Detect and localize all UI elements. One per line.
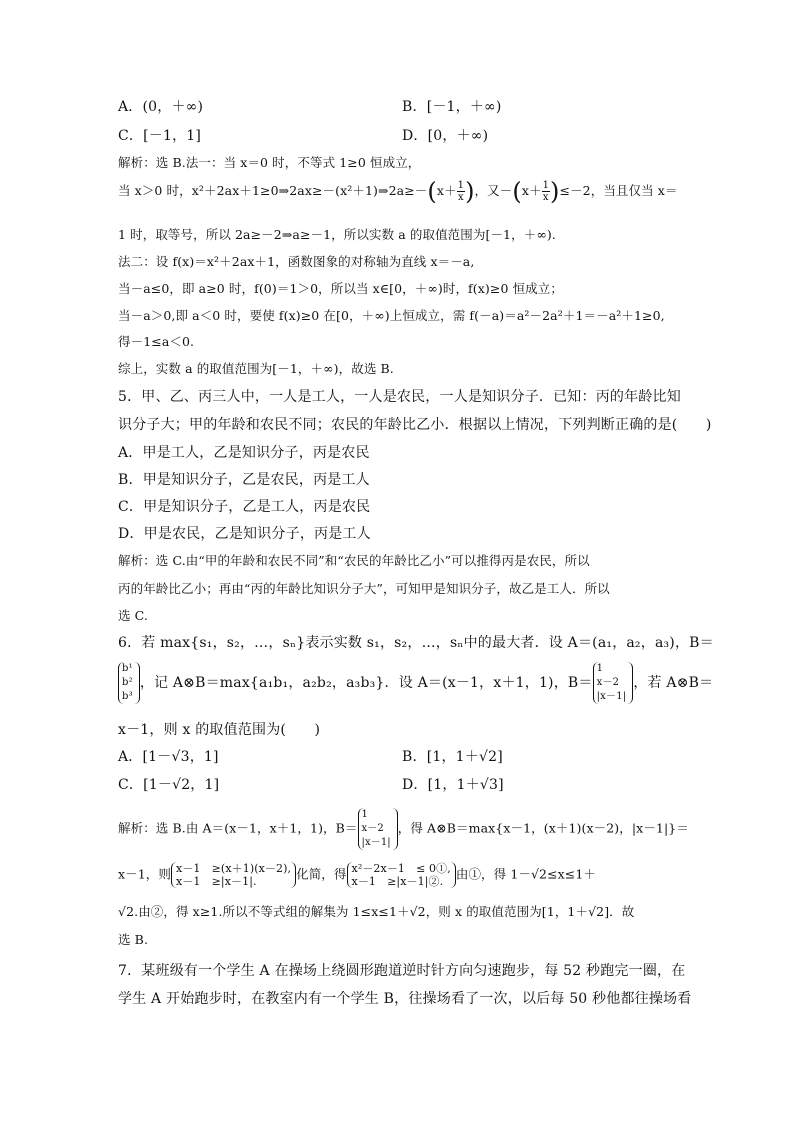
vector-x [358, 808, 398, 850]
q6-option-c: C．[1－√2，1] [118, 777, 220, 793]
q6-solution-line [118, 862, 596, 888]
system-body [347, 862, 451, 888]
paren: ( [427, 177, 437, 206]
vector-entry: b¹ [122, 663, 133, 674]
fraction-numerator: 1 [542, 180, 550, 191]
q4-solution-text: ，又－ [474, 183, 513, 198]
q6-solution-text: x－1，则 [118, 866, 172, 882]
q6-option-b: B．[1，1＋√2] [402, 749, 503, 765]
system-row: x²－2x－1 ≤ 0①, [351, 862, 451, 875]
q4-solution-line: 综上，实数 a 的取值范围为[－1，＋∞)，故选 B. [118, 361, 394, 376]
system-row: x－1 ≥|x－1|②. [351, 875, 444, 888]
q6-stem-text: ，若 A⊗B＝ [633, 675, 714, 691]
paren: ( [512, 177, 522, 206]
q5-solution-line: 解析：选 C.由“甲的年龄和农民不同”和“农民的年龄比乙小”可以推得丙是农民，所以 [118, 553, 590, 568]
q5-stem: 识分子大；甲的年龄和农民不同；农民的年龄比乙小．根据以上情况，下列判断正确的是( ) [118, 417, 712, 433]
vector-x [593, 662, 634, 704]
q6-solution-line: 选 B. [118, 932, 149, 947]
q4-solution-line: 得－1≤a＜0. [118, 334, 195, 349]
vector-entry: |x－1| [596, 691, 627, 702]
paren: ) [465, 177, 475, 206]
system-2 [347, 862, 456, 888]
q4-option-c: C．[－1，1] [118, 128, 202, 144]
q6-solution-text: 解析：选 B.由 A＝(x－1，x＋1，1)，B＝ [118, 820, 358, 836]
system-body [171, 862, 291, 888]
vector-entry: b² [122, 677, 133, 688]
q6-solution-text: ，得 A⊗B＝max{x－1，(x＋1)(x－2)，|x－1|}＝ [397, 820, 689, 836]
vector-entry: 1 [361, 809, 368, 820]
q4-solution-text: 当 x＞0 时，x²＋2ax＋1≥0⇒2ax≥－(x²＋1)⇒2a≥－ [118, 183, 428, 198]
q5-option-b: B．甲是知识分子，乙是农民，丙是工人 [118, 472, 370, 488]
fraction [457, 180, 465, 203]
q5-option-a: A．甲是工人，乙是知识分子，丙是农民 [118, 445, 370, 461]
q4-option-b: B．[－1，＋∞) [402, 99, 502, 115]
system-row: x－1 ≥(x＋1)(x－2), [176, 862, 292, 875]
q5-solution-line: 选 C. [118, 608, 148, 623]
q4-option-a: A．(0，＋∞) [118, 99, 204, 115]
q6-stem: x－1，则 x 的取值范围为( ) [118, 722, 321, 738]
q4-solution-line: 当－a≤0，即 a≥0 时，f(0)＝1＞0，所以当 x∈[0，＋∞)时，f(x)≥0 恒成立； [118, 281, 563, 296]
fraction-denominator: x [542, 192, 549, 203]
q4-solution-line: 当－a＞0,即 a＜0 时，要使 f(x)≥0 在[0，＋∞)上恒成立，需 f(－a)＝a²－2a²＋1＝－a²＋1≥0, [118, 308, 665, 323]
q5-stem: 5．甲、乙、丙三人中，一人是工人，一人是农民，一人是知识分子．已知：丙的年龄比知 [118, 389, 681, 405]
paren: ) [550, 177, 560, 206]
q7-stem: 学生 A 开始跑步时，在教室内有一个学生 B，往操场看了一次，以后每 50 秒他都往操场看 [118, 991, 692, 1007]
q6-solution-line [118, 808, 689, 850]
vector-entry: x－2 [596, 677, 620, 688]
fraction-denominator: x [457, 192, 464, 203]
system-row: x－1 ≥|x－1|. [176, 875, 257, 888]
q4-solution-line: 解析：选 B.法一：当 x＝0 时，不等式 1≥0 恒成立， [118, 155, 421, 170]
q4-solution-line: 法二：设 f(x)＝x²＋2ax＋1，函数图象的对称轴为直线 x＝－a, [118, 254, 475, 269]
q5-solution-line: 丙的年龄比乙小；再由“丙的年龄比知识分子大”，可知甲是知识分子，故乙是工人．所以 [118, 581, 610, 596]
vector-b [118, 662, 140, 704]
fraction [542, 180, 550, 203]
q6-solution-line: √2.由②，得 x≥1.所以不等式组的解集为 1≤x≤1＋√2，则 x 的取值范围为[1，1＋√2]．故 [118, 904, 635, 919]
vector-entry: b³ [122, 691, 133, 702]
q4-solution-line: 当 x＞0 时，x²＋2ax＋1≥0⇒2ax≥－(x²＋1)⇒2a≥－(x＋ $\frac{1}{x}$ )，又－(x＋ $\frac{1}{x}$ )≤－2，当且仅当 x＝ [118, 177, 678, 206]
q6-solution-text: 化简，得 [296, 866, 347, 882]
q4-solution-text: ≤－2，当且仅当 x＝ [559, 183, 678, 198]
q7-stem: 7．某班级有一个学生 A 在操场上绕圆形跑道逆时针方向匀速跑步，每 52 秒跑完一圈，在 [118, 963, 686, 979]
vector-entry: 1 [596, 663, 604, 674]
system-1 [171, 862, 296, 888]
vector-entry: x－2 [361, 823, 384, 834]
q6-option-a: A．[1－√3，1] [118, 749, 219, 765]
q4-option-d: D．[0，＋∞) [402, 128, 489, 144]
q6-stem-text: ，记 A⊗B＝max{a₁b₁，a₂b₂，a₃b₃}．设 A＝(x－1，x＋1，1)，B＝ [139, 675, 593, 691]
vector-entry: |x－1| [361, 837, 391, 848]
q6-stem [118, 662, 713, 704]
q6-stem: 6．若 max{s₁，s₂，…，sₙ}表示实数 s₁，s₂，…，sₙ中的最大者．设 A＝(a₁，a₂，a₃)，B＝ [118, 635, 714, 651]
fraction-numerator: 1 [457, 180, 465, 191]
q6-option-d: D．[1，1＋√3] [402, 777, 504, 793]
q5-option-d: D．甲是农民，乙是知识分子，丙是工人 [118, 526, 371, 542]
q4-solution-line: 1 时，取等号，所以 2a≥－2⇒a≥－1，所以实数 a 的取值范围为[－1，＋∞). [118, 227, 556, 242]
q5-option-c: C．甲是知识分子，乙是工人，丙是农民 [118, 499, 371, 515]
q6-solution-text: 由①，得 1－√2≤x≤1＋ [455, 866, 597, 882]
